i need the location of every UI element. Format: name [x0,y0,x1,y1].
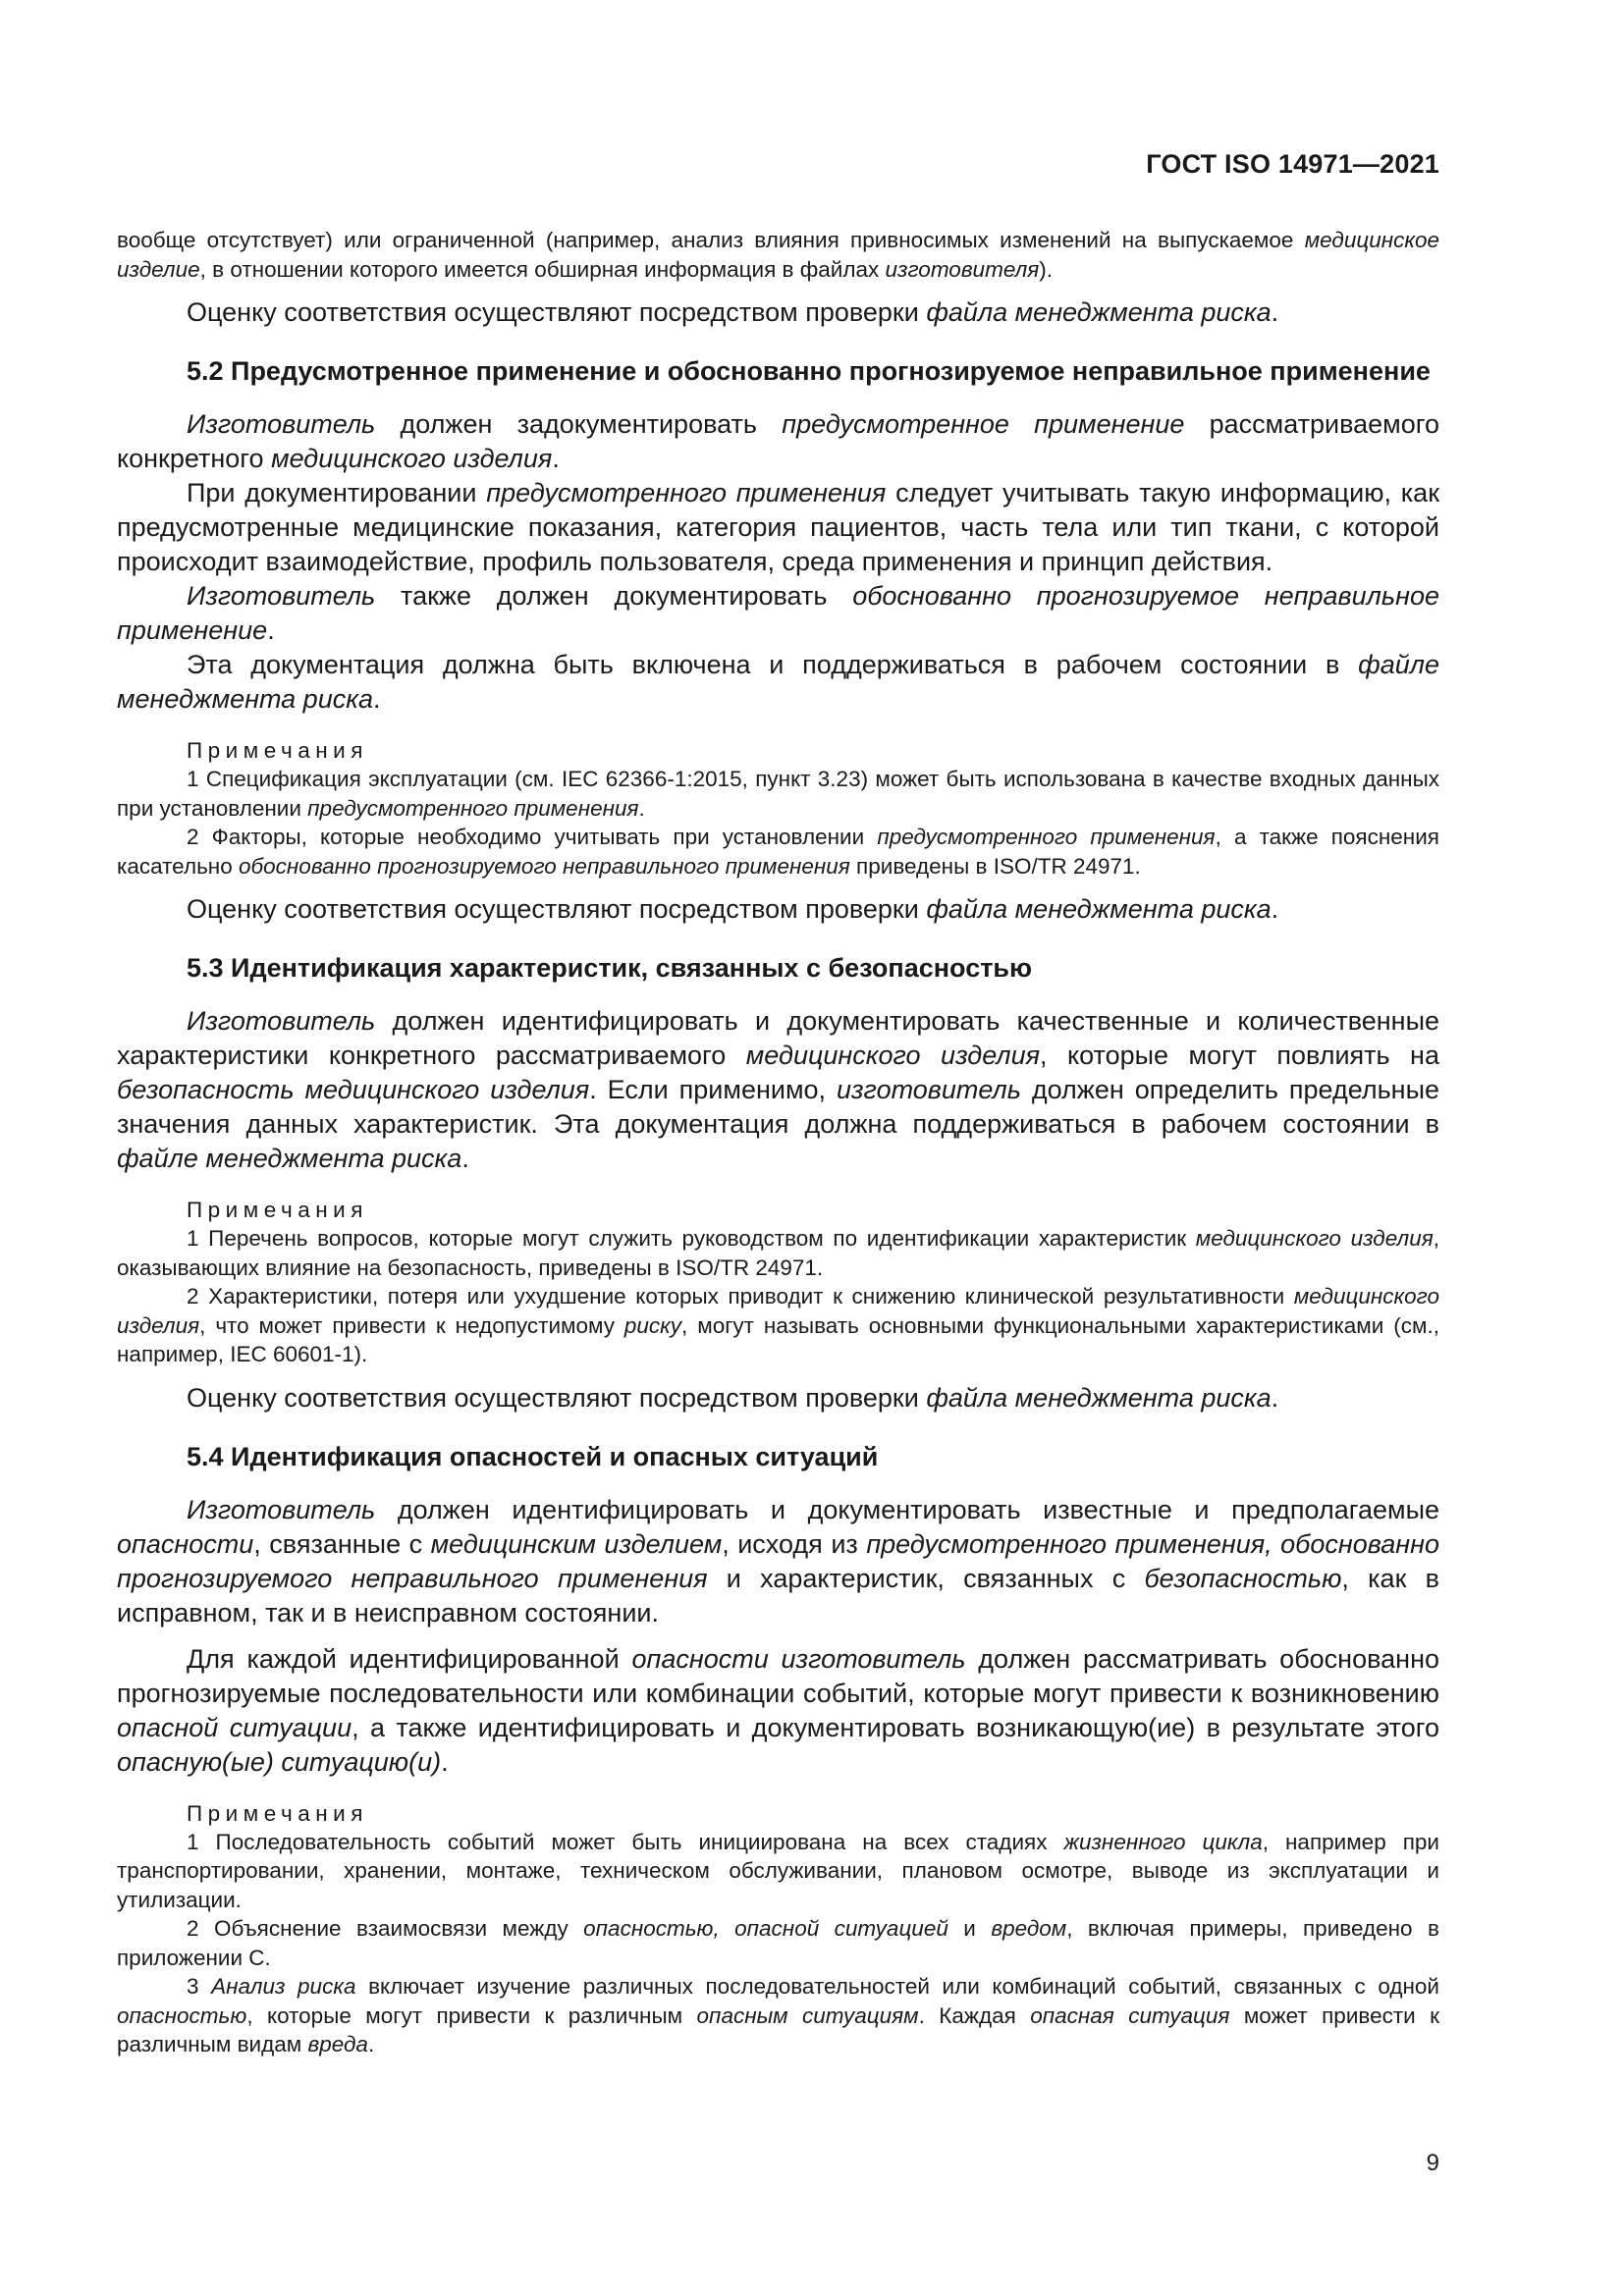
emphasized-term: опасностью, опасной ситуацией [583,1916,948,1941]
emphasized-term: риску [623,1312,682,1338]
emphasized-term: предусмотренного применения, обоснованно прогнозируемого неправильного применения [117,1528,1439,1593]
text-run: 2 Факторы, которые необходимо учитывать при установлении [187,825,878,849]
text-run: . [1271,894,1279,924]
emphasized-term: медицинского изделия [1195,1226,1434,1251]
text-run: Для каждой идентифицированной [187,1643,632,1674]
section-5-3-heading: 5.3 Идентификация характеристик, связанных с безопасностью [187,953,1033,983]
emphasized-term: медицинским изделием [430,1528,723,1559]
text-run: , а также идентифицировать и документировать возникающую(ие) в результате этого [352,1712,1439,1742]
emphasized-term: опасности [117,1528,254,1559]
emphasized-term: медицинского изделия [117,1284,1439,1338]
text-run: , как в исправном, так и в неисправном состоянии. [117,1563,1439,1628]
emphasized-term: обоснованно прогнозируемого неправильного применения [238,853,850,879]
text-run: . Каждая [918,2002,1031,2028]
text-run: . [461,1144,469,1173]
text-run: , например при транспортировании, хранении, монтаже, техническом обслуживании, плановом осмотре, выводе из эксплуатации и утилизации. [117,1829,1440,1912]
emphasized-term: вреда [307,2032,368,2056]
text-run: 1 Спецификация эксплуатации (см. IEC 62366-1:2015, пункт 3.23) может быть использована в качестве входных данных при установлении [117,767,1439,821]
emphasized-term: файла менеджмента риска [926,1382,1272,1413]
emphasized-term: медицинского изделия [271,444,553,473]
section-5-2-heading: 5.2 Предусмотренное применение и обоснованно прогнозируемое неправильное применение [187,356,1431,386]
text-run: должен определить предельные значения данных характеристик. Эта документация должна поддерживаться в рабочем состоянии в [117,1075,1439,1139]
emphasized-term: медицинское изделие [117,228,1439,282]
emphasized-term: файла менеджмента риска [926,297,1272,327]
emphasized-term: обоснованно прогнозируемое неправильное применение [117,581,1439,645]
emphasized-term: предусмотренного применения [486,478,887,507]
text-run: и [947,1916,992,1941]
page-number: 9 [1426,2150,1439,2176]
s52-note-1 [117,765,1439,823]
text-run: может привести к различным видам [117,2002,1439,2056]
text-run: , которые могут привести к различным [246,2002,697,2028]
text-run: . [1271,297,1279,327]
emphasized-term: изготовитель [836,1075,1021,1104]
text-run: включает изучение различных последовательностей или комбинаций событий, связанных с одной [355,1974,1440,1999]
emphasized-term: Изготовитель [187,581,376,611]
text-run: . [638,795,645,821]
emphasized-term: опасной ситуации [117,1712,352,1742]
text-run: 1 Перечень вопросов, которые могут служить руководством по идентификации характеристик [187,1226,1196,1251]
text-run: , в отношении которого имеется обширная информация в файлах [199,256,886,282]
emphasized-term: изготовителя [885,256,1040,282]
text-run: 2 Объяснение взаимосвязи между [187,1916,584,1941]
text-run: ). [1039,256,1054,282]
text-run: также должен документировать [375,581,853,611]
s52-paragraph-1 [117,407,1439,476]
emphasized-term: предусмотренного применения [307,795,639,821]
emphasized-term: файла менеджмента риска [926,894,1272,924]
text-run: Оценку соответствия осуществляют посредством проверки [187,297,927,327]
emphasized-term: опасная ситуация [1030,2002,1230,2028]
emphasized-term: опасную(ые) ситуацию(и) [117,1746,442,1777]
s53-paragraph-1 [117,1004,1439,1176]
emphasized-term: опасностью [117,2002,247,2028]
emphasized-term: жизненного цикла [1063,1829,1263,1854]
text-run: должен идентифицировать и документировать известные и предполагаемые [375,1494,1439,1524]
emphasized-term: опасным ситуациям [696,2002,919,2028]
text-run: . [367,2032,375,2056]
text-run: , исходя из [722,1528,867,1559]
text-run: . [441,1746,449,1777]
text-run: должен задокументировать [375,409,783,439]
emphasized-term: Изготовитель [187,1006,376,1036]
emphasized-term: вредом [991,1916,1067,1941]
text-run: , могут называть основными функциональными характеристиками (см., например, IEC 60601-1). [117,1312,1439,1366]
text-run: , оказывающих влияние на безопасность, приведены в ISO/TR 24971. [117,1226,1439,1280]
intro-conformity-paragraph [117,295,1439,330]
text-run: . [372,684,381,714]
s52-paragraph-3 [117,579,1439,648]
s53-note-2 [117,1282,1439,1369]
s52-notes-title: Примечания [187,738,368,763]
text-run: 2 Характеристики, потеря или ухудшение которых приводит к снижению клинической результативности [187,1284,1294,1308]
emphasized-term: предусмотренного применения [877,825,1216,849]
text-run: При документировании [187,478,487,507]
emphasized-term: файле менеджмента риска [117,1144,462,1173]
text-run: , включая примеры, приведено в приложении С. [117,1916,1439,1970]
intro-continuation-paragraph [117,226,1439,284]
emphasized-term: Анализ риска [211,1974,356,1999]
text-run: , что может привести к недопустимому [199,1312,624,1338]
text-run: вообще отсутствует) или ограниченной (например, анализ влияния привносимых изменений на выпускаемое [117,228,1305,252]
s53-conformity-paragraph [117,1381,1439,1415]
text-run: Оценку соответствия осуществляют посредством проверки [187,894,927,924]
emphasized-term: медицинского изделия [745,1041,1041,1070]
s53-notes-title: Примечания [187,1198,368,1222]
emphasized-term: безопасность медицинского изделия [117,1075,590,1104]
s54-notes-title: Примечания [187,1800,368,1826]
s52-note-2 [117,823,1439,881]
text-run: 1 Последовательность событий может быть инициирована на всех стадиях [187,1829,1064,1854]
text-run: , которые могут повлиять на [1040,1041,1439,1070]
s54-note-2 [117,1914,1439,1972]
emphasized-term: безопасностью [1144,1563,1342,1593]
emphasized-term: Изготовитель [187,1494,376,1524]
text-run: приведены в ISO/TR 24971. [849,853,1141,879]
text-run: Эта документация должна быть включена и поддерживаться в рабочем состоянии в [187,650,1359,679]
section-5-4-heading: 5.4 Идентификация опасностей и опасных ситуаций [187,1441,879,1471]
text-run: должен идентифицировать и документировать качественные и количественные характеристики конкретного рассматриваемого [117,1006,1439,1070]
text-run: должен рассматривать обоснованно прогнозируемые последовательности или комбинации событий, которые могут привести к возникновению [117,1643,1439,1708]
text-run: , а также пояснения касательно [117,825,1439,879]
text-run: . [267,615,275,645]
s52-paragraph-2 [117,476,1439,579]
emphasized-term: Изготовитель [187,409,376,439]
text-run: следует учитывать такую информацию, как предусмотренные медицинские показания, категория пациентов, часть тела или тип ткани, с которой происходит взаимодействие, профиль пользователя, среда применения и принцип действия. [117,478,1439,576]
text-run: рассматриваемого конкретного [117,409,1439,473]
text-run: . [1271,1382,1279,1413]
text-run: 3 [187,1974,212,1999]
text-run: и характеристик, связанных с [707,1563,1145,1593]
s52-paragraph-4 [117,648,1439,717]
s54-note-1 [117,1828,1439,1915]
text-run: . [552,444,560,473]
text-run: . Если применимо, [589,1075,837,1104]
document-code: ГОСТ ISO 14971—2021 [1146,149,1439,179]
s54-paragraph-1 [117,1493,1439,1630]
s53-note-1 [117,1224,1439,1282]
text-run: Оценку соответствия осуществляют посредством проверки [187,1382,927,1413]
emphasized-term: файле менеджмента риска [117,650,1439,714]
s52-conformity-paragraph [117,892,1439,927]
emphasized-term: предусмотренное применение [782,409,1185,439]
s54-paragraph-2 [117,1642,1439,1780]
emphasized-term: опасности изготовитель [631,1643,966,1674]
s54-note-3 [117,1972,1439,2059]
text-run: , связанные с [253,1528,431,1559]
page-content [117,226,1439,2059]
